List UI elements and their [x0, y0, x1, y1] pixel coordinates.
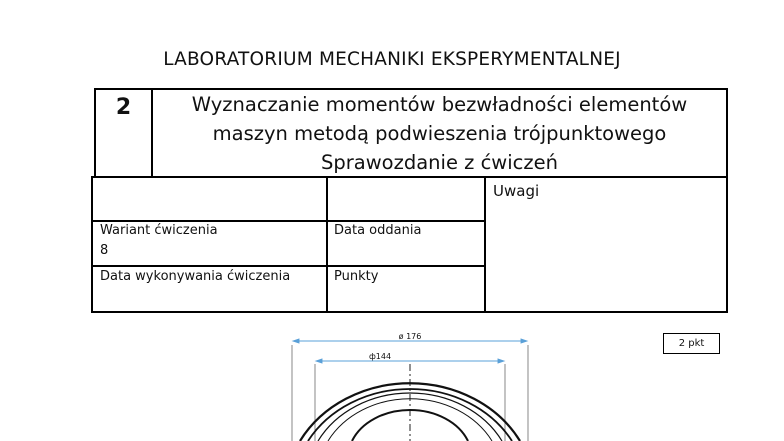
- exec-date-label: Data wykonywania ćwiczenia: [100, 269, 291, 284]
- points-label: Punkty: [334, 269, 379, 284]
- remarks-label: Uwagi: [493, 182, 540, 200]
- outer-dim-arrow-left: [293, 339, 299, 343]
- variant-label: Wariant ćwiczenia: [100, 223, 218, 238]
- exercise-title-line-3: Sprawozdanie z ćwiczeń: [321, 151, 558, 174]
- outer-dimension-label: ø 176: [398, 332, 422, 341]
- inner-dim-arrow-right: [498, 359, 504, 363]
- variant-value: 8: [100, 243, 109, 258]
- lab-title: LABORATORIUM MECHANIKI EKSPERYMENTALNEJ: [163, 49, 621, 70]
- exercise-title-line-2: maszyn metodą podwieszenia trójpunktowego: [212, 122, 667, 145]
- due-date-label: Data oddania: [334, 223, 422, 238]
- inner-dim-arrow-left: [316, 359, 322, 363]
- inner-dimension-label: ф144: [368, 352, 392, 361]
- exercise-number: 2: [115, 95, 132, 120]
- outer-dim-arrow-right: [521, 339, 527, 343]
- points-badge: 2 pkt: [663, 333, 720, 354]
- exercise-title-line-1: Wyznaczanie momentów bezwładności elementów: [191, 93, 688, 116]
